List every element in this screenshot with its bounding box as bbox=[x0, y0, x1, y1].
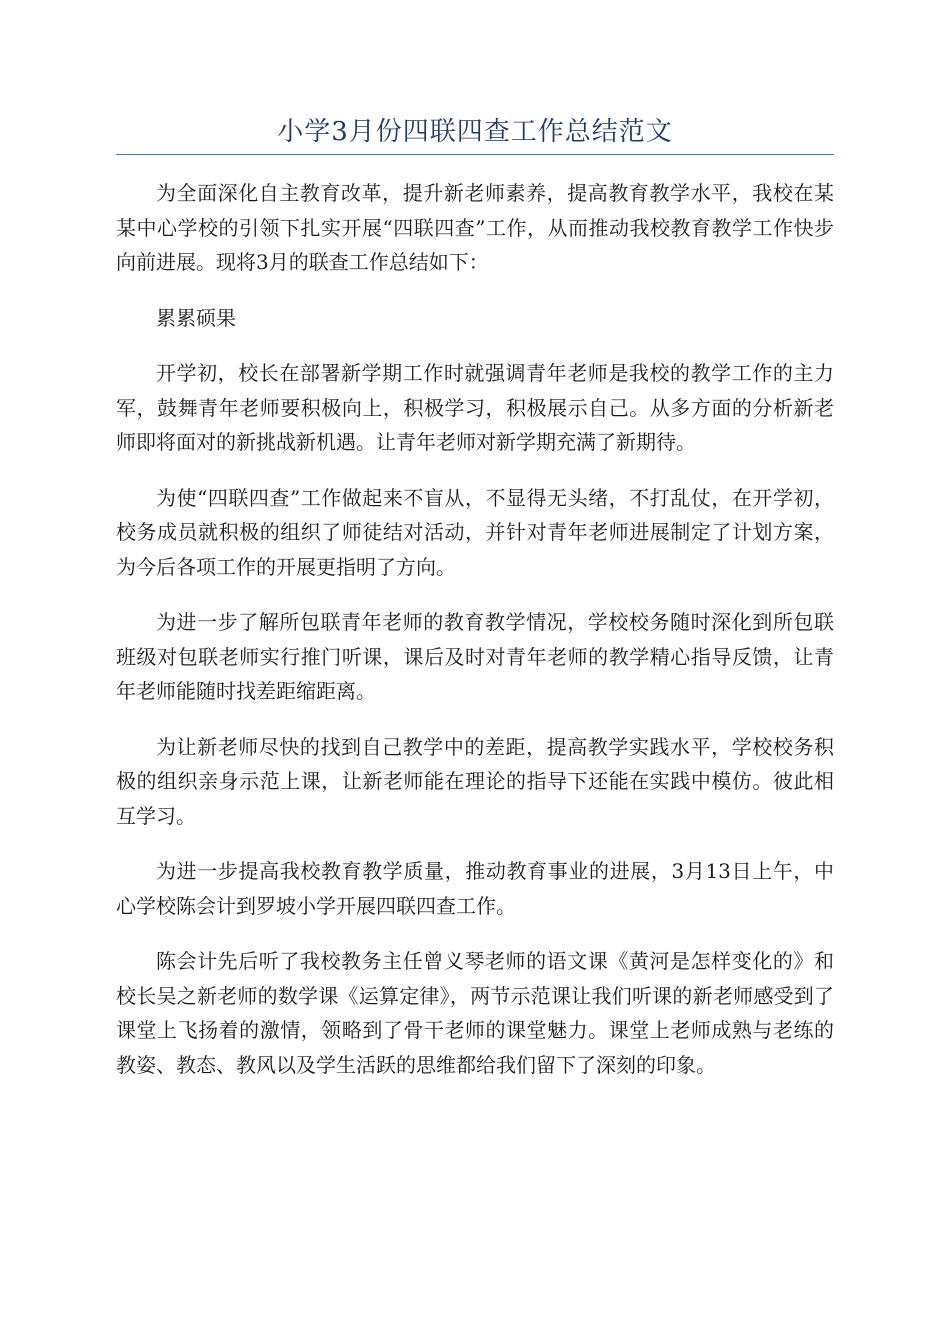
paragraph-lesson-review: 陈会计先后听了我校教务主任曾义琴老师的语文课《黄河是怎样变化的》和校长吴之新老师的数学课《运算定律》，两节示范课让我们听课的新老师感受到了课堂上飞扬着的激情，领略到了骨干老师的课堂魅力。课堂上老师成熟与老练的教姿、教态、教风以及学生活跃的思维都给我们留下了深刻的印象。 bbox=[116, 949, 834, 1077]
paragraph-demo-lessons: 为让新老师尽快的找到自己教学中的差距，提高教学实践水平，学校校务积极的组织亲身示范上课，让新老师能在理论的指导下还能在实践中模仿。彼此相互学习。 bbox=[116, 734, 834, 828]
title-underline bbox=[116, 154, 834, 155]
paragraph-class-observation: 为进一步了解所包联青年老师的教育教学情况，学校校务随时深化到所包联班级对包联老师实行推门听课，课后及时对青年老师的教学精心指导反馈，让青年老师能随时找差距缩距离。 bbox=[116, 610, 834, 703]
paragraph-inspection-visit: 为进一步提高我校教育教学质量，推动教育事业的进展，3月13日上午，中心学校陈会计到罗坡小学开展四联四查工作。 bbox=[116, 859, 834, 918]
paragraph-semester-start: 开学初，校长在部署新学期工作时就强调青年老师是我校的教学工作的主力军，鼓舞青年老师要积极向上，积极学习，积极展示自己。从多方面的分析新老师即将面对的新挑战新机遇。让青年老师对新学期充满了新期待。 bbox=[116, 361, 834, 454]
document-body bbox=[116, 176, 834, 1103]
paragraph-mentorship: 为使“四联四查”工作做起来不盲从，不显得无头绪，不打乱仗，在开学初，校务成员就积极的组织了师徒结对活动，并针对青年老师进展制定了计划方案，为今后各项工作的开展更指明了方向。 bbox=[116, 485, 834, 579]
paragraph-intro: 为全面深化自主教育改革，提升新老师素养，提高教育教学水平，我校在某某中心学校的引领下扎实开展“四联四查”工作，从而推动我校教育教学工作快步向前进展。现将3月的联查工作总结如下： bbox=[116, 181, 834, 274]
section-heading: 累累硕果 bbox=[156, 305, 236, 330]
document-title: 小学3月份四联四查工作总结范文 bbox=[277, 117, 673, 147]
